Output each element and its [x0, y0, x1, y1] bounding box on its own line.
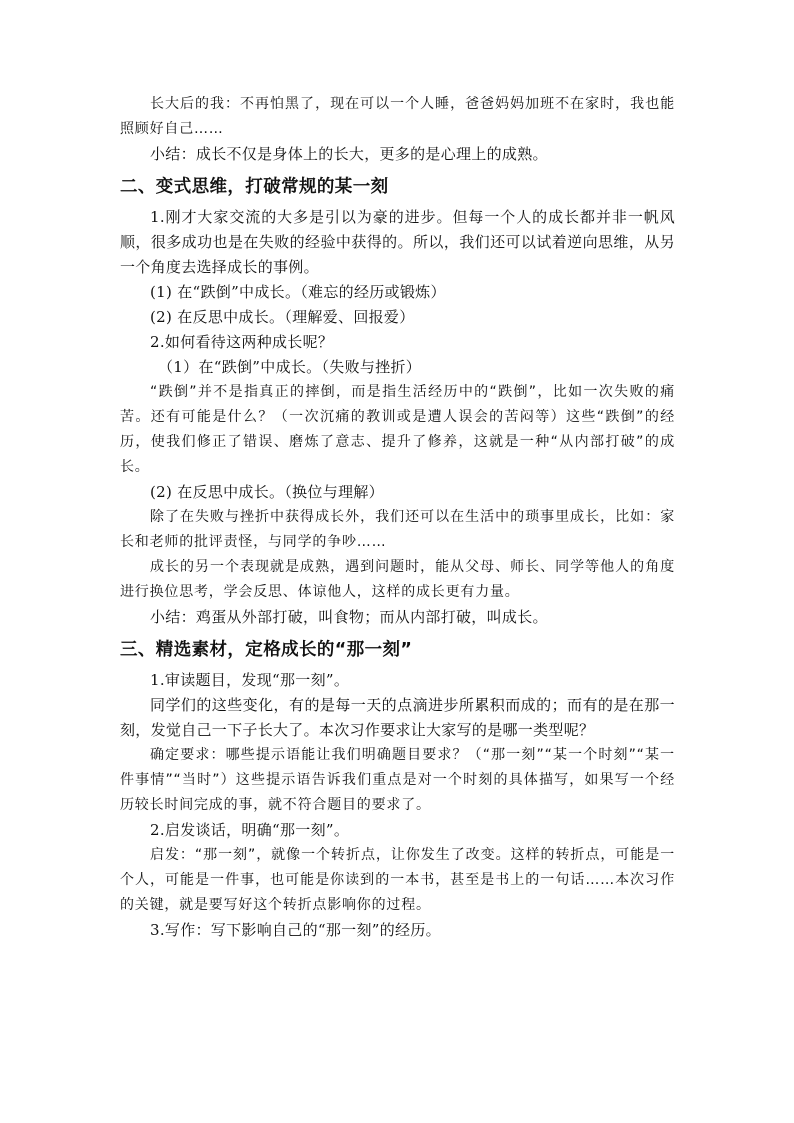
paragraph-requirements: 确定要求：哪些提示语能让我们明确题目要求？（“那一刻”“某一个时刻”“某一件事情”“当时”）这些提示语告诉我们重点是对一个时刻的具体描写，如果写一个经历较长时间完成的事，就不符合题目的要求了。	[120, 747, 675, 813]
paragraph-read-topic: 1.审读题目，发现“那一刻”。	[150, 671, 350, 689]
document-page	[120, 92, 675, 943]
paragraph-item-reflect: (2) 在反思中成长。（理解爱、回报爱）	[150, 308, 415, 326]
paragraph-how-to-view: 2.如何看待这两种成长呢？	[150, 333, 334, 351]
paragraph-changes: 同学们的这些变化，有的是每一天的点滴进步所累积而成的；而有的是在那一刻，发觉自己一下子长大了。本次习作要求让大家写的是哪一类型呢？	[120, 696, 675, 739]
paragraph-turning-point: 启发：“那一刻”，就像一个转折点，让你发生了改变。这样的转折点，可能是一个人，可能是一件事，也可能是你读到的一本书，甚至是书上的一句话……本次习作的关键，就是要写好这个转折点影响你的过程。	[120, 847, 675, 913]
section-heading-2: 二、变式思维，打破常规的某一刻	[120, 177, 389, 197]
paragraph-maturity: 成长的另一个表现就是成熟，遇到问题时，能从父母、师长、同学等他人的角度进行换位思考，学会反思、体谅他人，这样的成长更有力量。	[120, 559, 675, 600]
paragraph-inspire-talk: 2.启发谈话，明确“那一刻”。	[150, 821, 350, 839]
paragraph-item-fall: (1) 在“跌倒”中成长。（难忘的经历或锻炼）	[150, 283, 446, 301]
paragraph-summary-1: 小结：成长不仅是身体上的长大，更多的是心理上的成熟。	[150, 145, 548, 163]
paragraph-grown-up-me: 长大后的我：不再怕黑了，现在可以一个人睡，爸爸妈妈加班不在家时，我也能照顾好自己……	[120, 96, 675, 137]
paragraph-daily-trifles: 除了在失败与挫折中获得成长外，我们还可以在生活中的琐事里成长，比如：家长和老师的批评责怪，与同学的争吵……	[120, 509, 675, 550]
paragraph-reverse-thinking: 1.刚才大家交流的大多是引以为豪的进步。但每一个人的成长都并非一帆风顺，很多成功也是在失败的经验中获得的。所以，我们还可以试着逆向思维，从另一个角度去选择成长的事例。	[120, 208, 675, 276]
paragraph-writing-task: 3.写作：写下影响自己的“那一刻”的经历。	[150, 921, 441, 939]
paragraph-fall-subheading: （1）在“跌倒”中成长。（失败与挫折）	[158, 358, 422, 376]
paragraph-fall-explanation: “跌倒”并不是指真正的摔倒，而是指生活经历中的“跌倒”，比如一次失败的痛苦。还有可能是什么？（一次沉痛的教训或是遭人误会的苦闷等）这些“跌倒”的经历，使我们修正了错误、磨炼了意志、提升了修养，这就是一种“从内部打破”的成长。	[120, 384, 675, 475]
section-heading-3: 三、精选素材，定格成长的“那一刻”	[120, 640, 413, 660]
paragraph-reflect-subheading: (2) 在反思中成长。（换位与理解）	[150, 483, 384, 501]
paragraph-summary-2: 小结：鸡蛋从外部打破，叫食物；而从内部打破，叫成长。	[150, 608, 548, 626]
